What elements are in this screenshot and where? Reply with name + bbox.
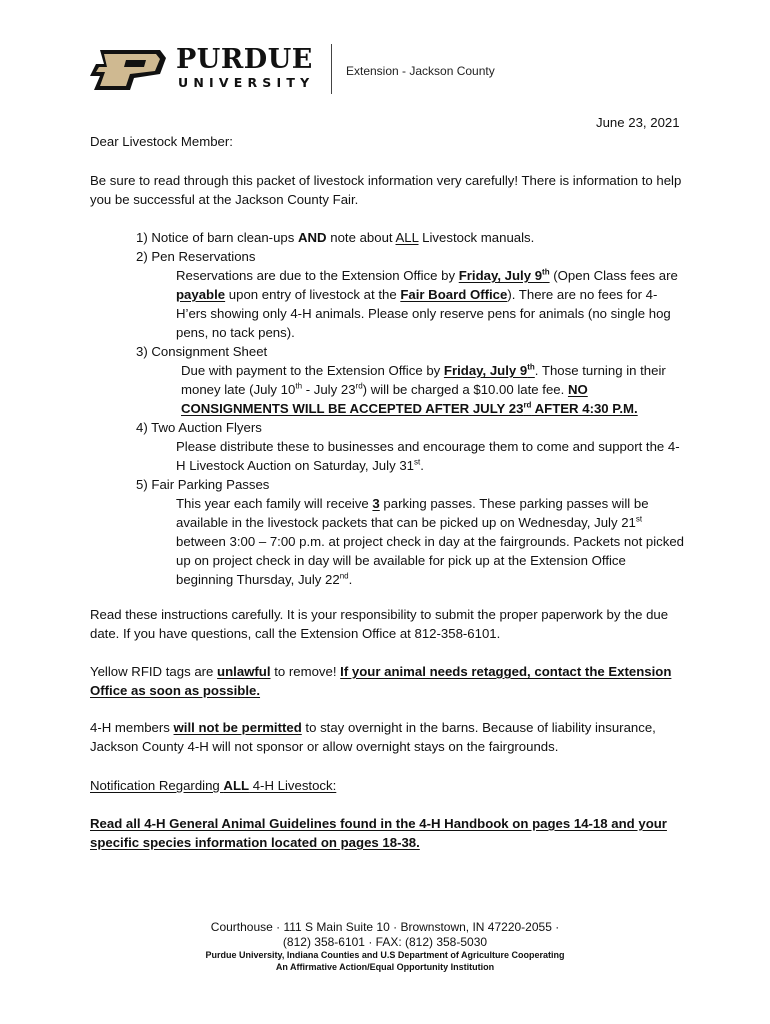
notification-heading: Notification Regarding ALL 4-H Livestock: (90, 778, 337, 793)
overnight-paragraph: 4-H members will not be permitted to stay overnight in the barns. Because of liability insurance, Jackson County 4-H will not sponsor or allow overnight stays on the fairgrounds. (90, 720, 656, 754)
rfid-paragraph: Yellow RFID tags are unlawful to remove! If your animal needs retagged, contact the Extension Office as soon as possible. (90, 664, 672, 698)
list-item-1: 1) Notice of barn clean-ups AND note about ALL Livestock manuals. (136, 230, 535, 245)
instructions-paragraph: Read these instructions carefully. It is your responsibility to submit the proper paperwork by the due date. If you have questions, call the Extension Office at 812-358-6101. (90, 607, 669, 641)
purdue-wordmark: PURDUE (176, 44, 313, 75)
guidelines-paragraph: Read all 4-H General Animal Guidelines found in the 4-H Handbook on pages 14-18 and your specific species information located on pages 18-38. (90, 816, 667, 850)
list-item-2-body: Reservations are due to the Extension Office by Friday, July 9th (Open Class fees are payable upon entry of livestock at the Fair Board Office). There are no fees for 4-H’ers showing only 4-H animals. Please only reserve pens for animals (no single hog pens, no tack pens). (176, 267, 678, 340)
footer-address: Courthouse · 111 S Main Suite 10 · Brownstown, IN 47220-2055 · (210, 920, 560, 934)
department-name: Extension - Jackson County (346, 64, 495, 78)
list-item-5-body: This year each family will receive 3 parking passes. These parking passes will be available in the livestock packets that can be picked up on Wednesday, July 21st between 3:00 – 7:00 p.m. at project check in day at the fairgrounds. Packets not picked up on project check in day will be available for pick up at the Extension Office beginning Thursday, July 22nd. (176, 496, 685, 587)
header-divider (331, 44, 332, 94)
list-item-5-title: 5) Fair Parking Passes (136, 477, 270, 492)
footer-phone: (812) 358-6101 · FAX: (812) 358-5030 (282, 935, 488, 949)
letterhead (90, 44, 590, 94)
list-item-3-body: Due with payment to the Extension Office by Friday, July 9th. Those turning in their money late (July 10th - July 23rd) will be charged a $10.00 late fee. NO CONSIGNMENTS WILL BE ACCEPTED AFTER JULY 23rd AFTER 4:30 P.M. (181, 362, 666, 416)
footer-cooperation: Purdue University, Indiana Counties and U.S Department of Agriculture Cooperating (205, 950, 565, 960)
university-wordmark: UNIVERSITY (178, 75, 315, 90)
salutation: Dear Livestock Member: (90, 134, 233, 149)
list-item-4-body: Please distribute these to businesses and encourage them to come and support the 4-H Livestock Auction on Saturday, July 31st. (176, 439, 680, 473)
list-item-3-title: 3) Consignment Sheet (136, 344, 268, 359)
list-item-2-title: 2) Pen Reservations (136, 249, 256, 264)
purdue-p-logo (90, 48, 168, 92)
letter-date: June 23, 2021 (596, 115, 680, 130)
list-item-4-title: 4) Two Auction Flyers (136, 420, 262, 435)
checklist (136, 228, 686, 589)
intro-paragraph: Be sure to read through this packet of livestock information very carefully! There is information to help you be successful at the Jackson County Fair. (90, 173, 682, 207)
footer-eeo: An Affirmative Action/Equal Opportunity Institution (275, 962, 495, 972)
